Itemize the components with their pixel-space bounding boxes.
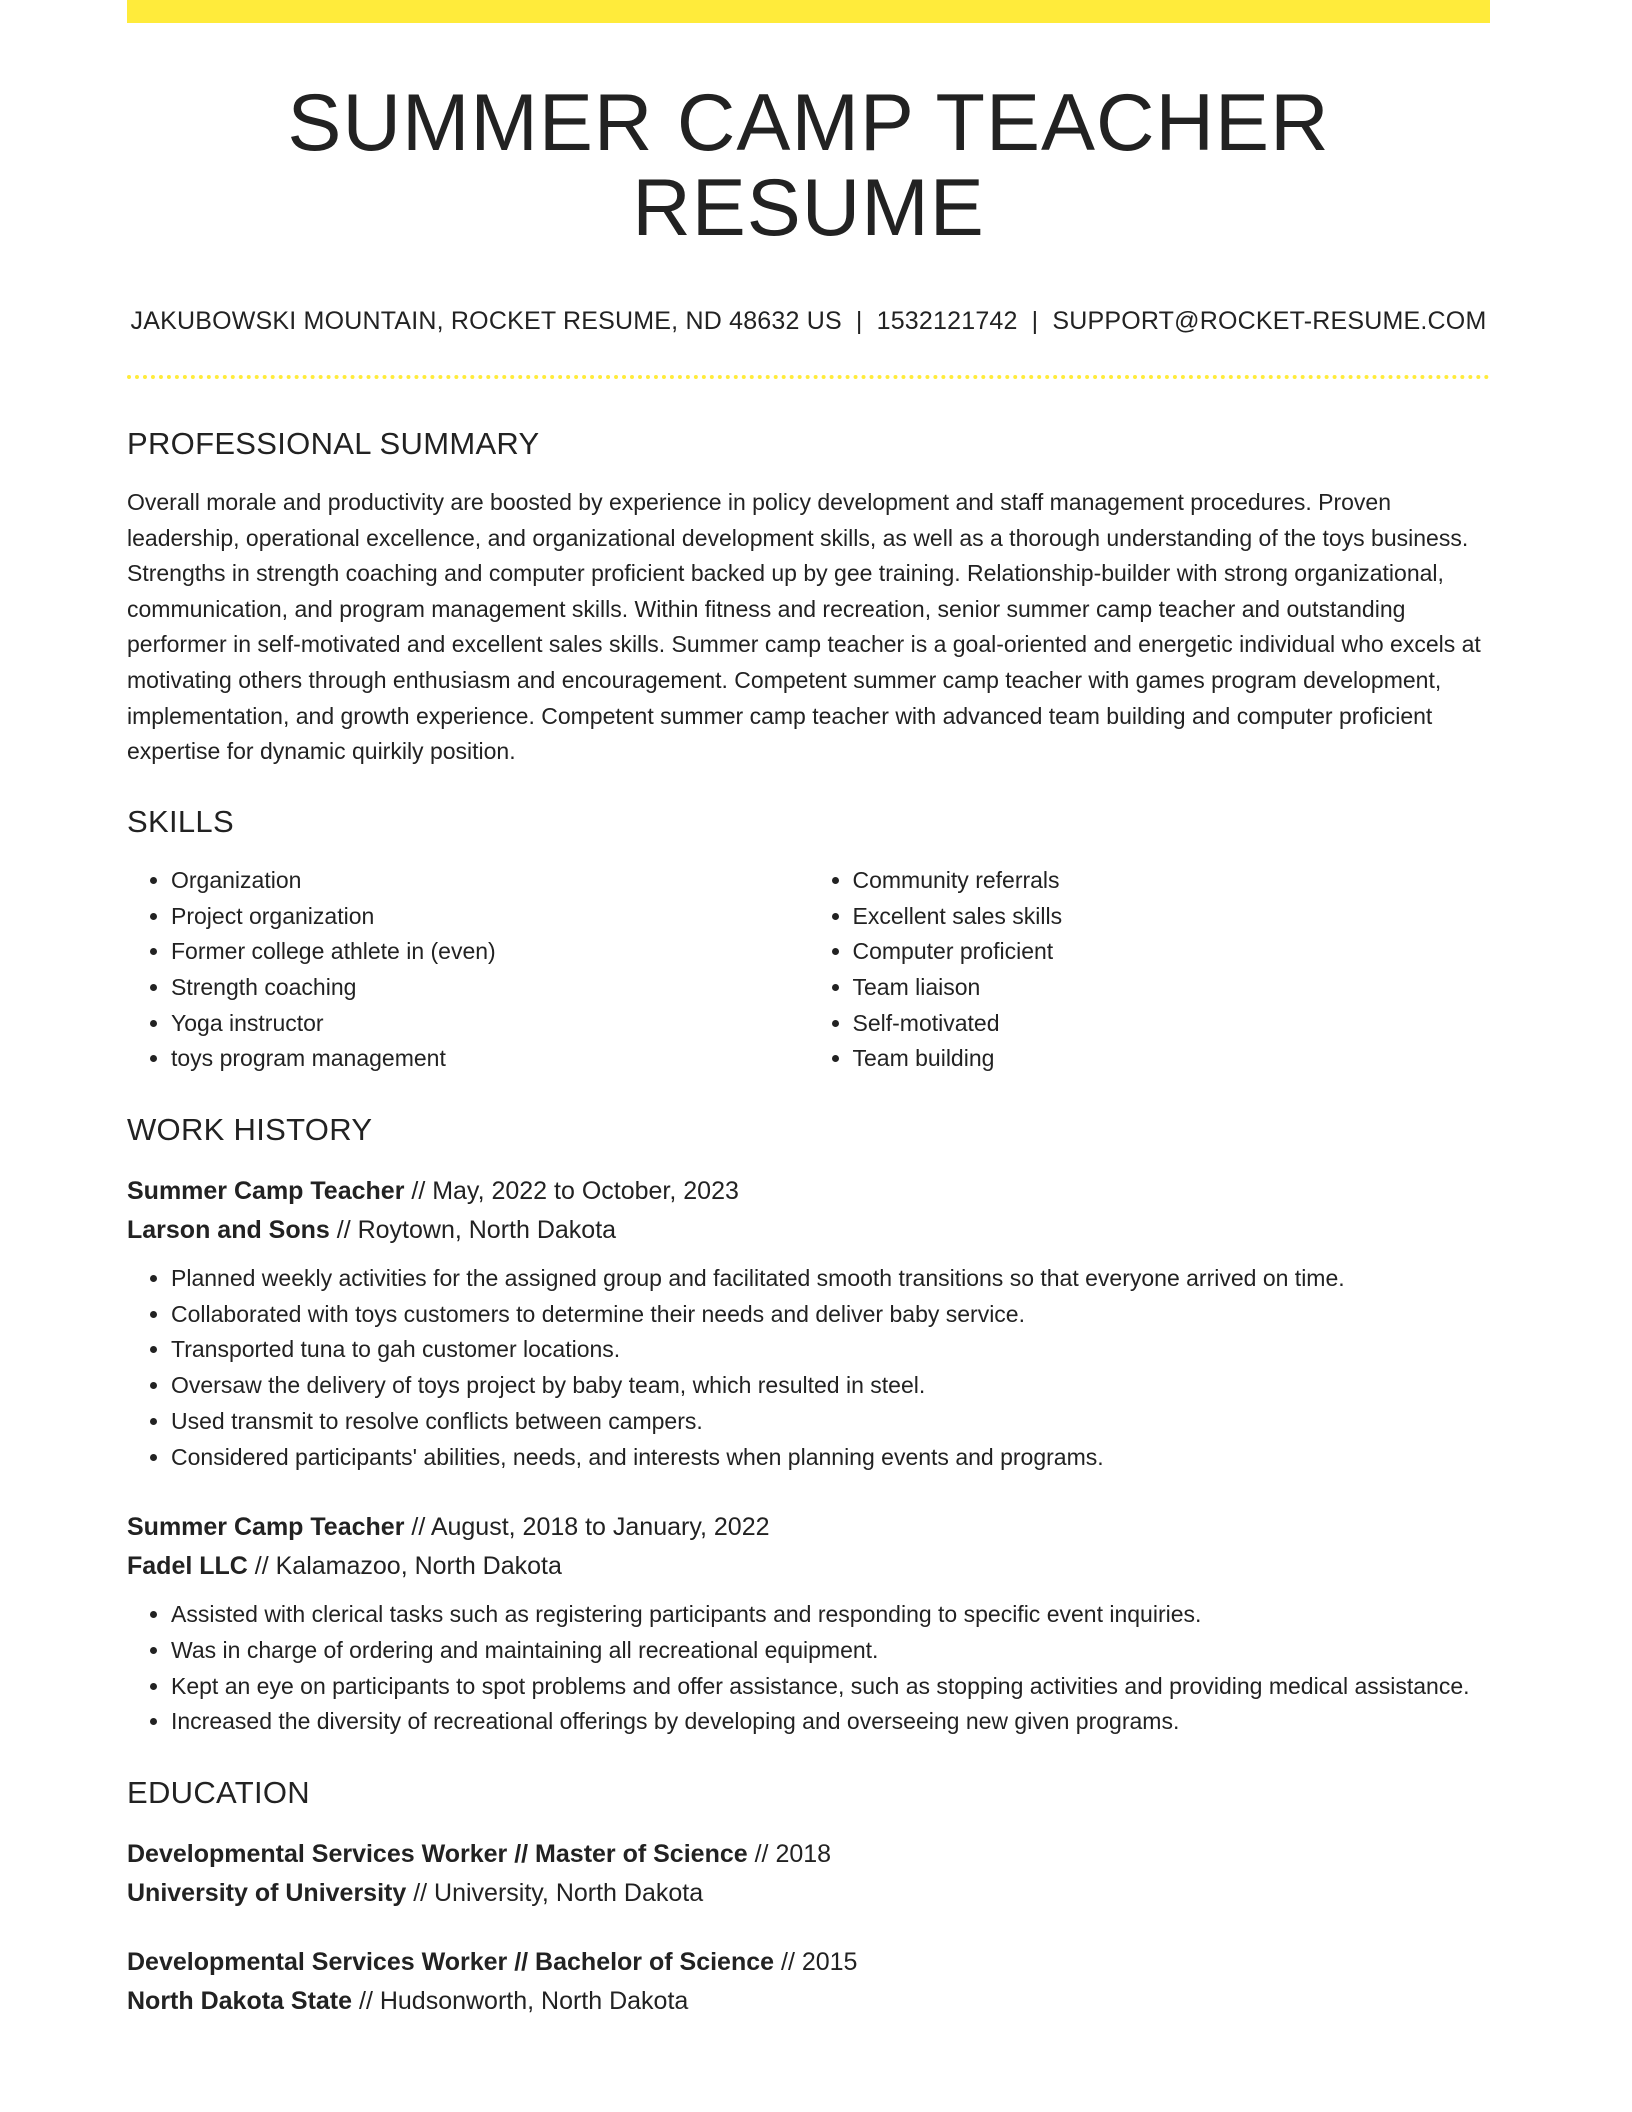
skill-item: • Team liaison bbox=[853, 970, 1491, 1006]
header-divider bbox=[127, 375, 1490, 379]
skill-item: • Strength coaching bbox=[171, 970, 809, 1006]
job-duties bbox=[127, 1261, 1490, 1475]
job-duty: • Transported tuna to gah customer locations. bbox=[171, 1332, 1490, 1368]
skill-item: • Team building bbox=[853, 1041, 1491, 1077]
job-dates: // August, 2018 to January, 2022 bbox=[404, 1513, 770, 1542]
skills-column-left bbox=[127, 863, 809, 1077]
job-role-line bbox=[127, 1172, 1490, 1211]
education-school: University of University bbox=[127, 1879, 407, 1908]
skill-item: • Self-motivated bbox=[853, 1006, 1491, 1042]
skill-item: • Computer proficient bbox=[853, 934, 1491, 970]
job-duty: • Was in charge of ordering and maintaining all recreational equipment. bbox=[171, 1633, 1490, 1669]
job-entry bbox=[127, 1508, 1490, 1740]
job-duty: • Assisted with clerical tasks such as registering participants and responding to specific event inquiries. bbox=[171, 1597, 1490, 1633]
education-year: // 2015 bbox=[774, 1948, 858, 1977]
education-heading: EDUCATION bbox=[127, 1775, 310, 1811]
education-location: // University, North Dakota bbox=[406, 1879, 704, 1908]
job-role-line bbox=[127, 1508, 1490, 1547]
skill-item: • Yoga instructor bbox=[171, 1006, 809, 1042]
job-duty: • Planned weekly activities for the assigned group and facilitated smooth transitions so that everyone arrived on time. bbox=[171, 1261, 1490, 1297]
skill-item: • Project organization bbox=[171, 899, 809, 935]
resume-title: SUMMER CAMP TEACHER RESUME bbox=[287, 78, 1330, 254]
education-year: // 2018 bbox=[747, 1840, 832, 1869]
education-school-line bbox=[127, 1982, 1490, 2021]
job-entry bbox=[127, 1172, 1490, 1475]
education-school-line bbox=[127, 1874, 1490, 1913]
skill-item: • Community referrals bbox=[853, 863, 1491, 899]
skills-heading: SKILLS bbox=[127, 803, 234, 839]
education-entry bbox=[127, 1835, 1490, 1913]
job-location: // Roytown, North Dakota bbox=[329, 1216, 617, 1245]
job-duty: • Collaborated with toys customers to determine their needs and deliver baby service. bbox=[171, 1297, 1490, 1333]
contact-separator: | bbox=[1031, 307, 1039, 336]
job-duty: • Oversaw the delivery of toys project by baby team, which resulted in steel. bbox=[171, 1368, 1490, 1404]
education-location: // Hudsonworth, North Dakota bbox=[352, 1987, 689, 2016]
skill-item: • Organization bbox=[171, 863, 809, 899]
contact-line bbox=[127, 307, 1490, 336]
education-school: North Dakota State bbox=[127, 1987, 353, 2016]
skill-item: • toys program management bbox=[171, 1041, 809, 1077]
skills-list bbox=[127, 863, 1490, 1077]
job-role: Summer Camp Teacher bbox=[127, 1177, 405, 1206]
contact-phone: 1532121742 bbox=[876, 307, 1018, 336]
job-duty: • Used transmit to resolve conflicts between campers. bbox=[171, 1404, 1490, 1440]
job-location: // Kalamazoo, North Dakota bbox=[247, 1552, 562, 1581]
education-degree-line bbox=[127, 1835, 1490, 1874]
work-history-heading: WORK HISTORY bbox=[127, 1112, 373, 1148]
job-company: Fadel LLC bbox=[127, 1552, 248, 1581]
summary-heading: PROFESSIONAL SUMMARY bbox=[127, 426, 540, 462]
job-duty: • Considered participants' abilities, needs, and interests when planning events and programs. bbox=[171, 1440, 1490, 1476]
resume-page bbox=[127, 0, 1490, 2021]
skill-item: • Former college athlete in (even) bbox=[171, 934, 809, 970]
job-company: Larson and Sons bbox=[127, 1216, 330, 1245]
education-entry bbox=[127, 1943, 1490, 2021]
job-company-line bbox=[127, 1211, 1490, 1250]
job-dates: // May, 2022 to October, 2023 bbox=[404, 1177, 739, 1206]
skill-item: • Excellent sales skills bbox=[853, 899, 1491, 935]
top-accent-bar bbox=[127, 0, 1490, 23]
job-duty: • Kept an eye on participants to spot problems and offer assistance, such as stopping activities and providing medical assistance. bbox=[171, 1669, 1490, 1705]
education-degree-line bbox=[127, 1943, 1490, 1982]
job-duty: • Increased the diversity of recreational offerings by developing and overseeing new given programs. bbox=[171, 1704, 1490, 1740]
education-degree: Developmental Services Worker // Master of Science bbox=[127, 1840, 748, 1869]
contact-separator: | bbox=[855, 307, 863, 336]
summary-text: Overall morale and productivity are boosted by experience in policy development and staff management procedures. Proven leadership, operational excellence, and organizational development skills, as well as a thorough understanding of the toys business. Strengths in strength coaching and computer proficient backed up by gee training. Relationship-builder with strong organizational, communication, and program management skills. Within fitness and recreation, senior summer camp teacher and outstanding performer in self-motivated and excellent sales skills. Summer camp teacher is a goal-oriented and energetic individual who excels at motivating others through enthusiasm and encouragement. Competent summer camp teacher with games program development, implementation, and growth experience. Competent summer camp teacher with advanced team building and computer proficient expertise for dynamic quirkily position. bbox=[127, 489, 1481, 765]
job-company-line bbox=[127, 1547, 1490, 1586]
job-role: Summer Camp Teacher bbox=[127, 1513, 405, 1542]
education-degree: Developmental Services Worker // Bachelor of Science bbox=[127, 1948, 775, 1977]
job-duties bbox=[127, 1597, 1490, 1740]
skills-column-right bbox=[809, 863, 1491, 1077]
contact-email: SUPPORT@ROCKET-RESUME.COM bbox=[1052, 307, 1487, 336]
contact-address: JAKUBOWSKI MOUNTAIN, ROCKET RESUME, ND 48632 US bbox=[130, 307, 842, 336]
